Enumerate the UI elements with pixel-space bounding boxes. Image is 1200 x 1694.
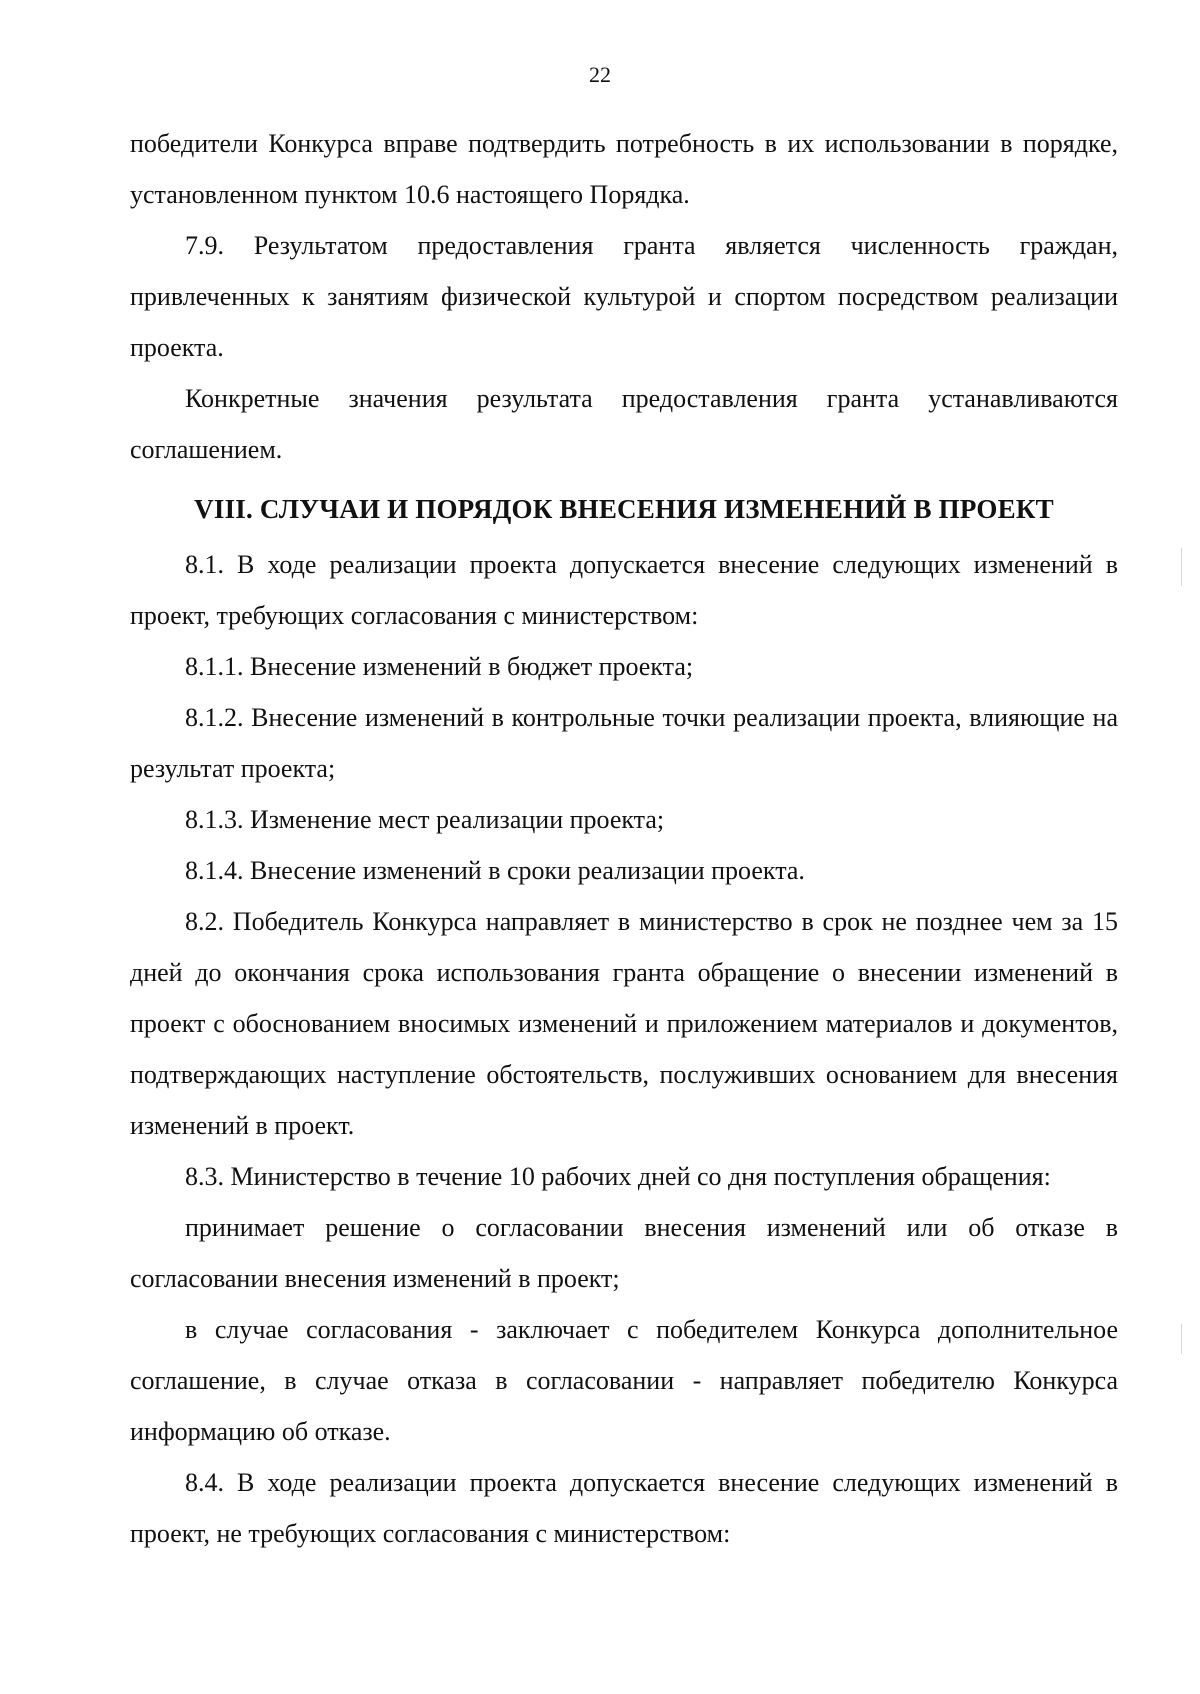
page-number: 22 [589,62,611,87]
paragraph-8-2: 8.2. Победитель Конкурса направляет в министерство в срок не позднее чем за 15 дней до окончания срока использования гранта обращение о внесении изменений в проект с обоснованием вносимых изменений и приложением материалов и документов, подтверждающих наступление обстоятельств, послуживших основанием для внесения изменений в проект. [130,907,1118,1140]
paragraph-continuation: победители Конкурса вправе подтвердить потребность в их использовании в порядке, установленном пунктом 10.6 настоящего Порядка. [130,129,1118,209]
paragraph-8-4: 8.4. В ходе реализации проекта допускается внесение следующих изменений в проект, не требующих согласования с министерством: [130,1468,1118,1548]
document-body [130,118,1118,1559]
scan-edge-mark [1181,548,1182,586]
paragraph-8-1-3: 8.1.3. Изменение мест реализации проекта; [185,805,665,834]
section-heading: VIII. СЛУЧАИ И ПОРЯДОК ВНЕСЕНИЯ ИЗМЕНЕНИЙ В ПРОЕКТ [194,494,1054,524]
paragraph-8-1: 8.1. В ходе реализации проекта допускается внесение следующих изменений в проект, требующих согласования с министерством: [130,550,1118,630]
paragraph-8-3: 8.3. Министерство в течение 10 рабочих дней со дня поступления обращения: [185,1162,1051,1191]
paragraph-8-3-decision: принимает решение о согласовании внесения изменений или об отказе в согласовании внесения изменений в проект; [130,1213,1118,1293]
paragraph-8-3-agreement: в случае согласования - заключает с победителем Конкурса дополнительное соглашение, в случае отказа в согласовании - направляет победителю Конкурса информацию об отказе. [130,1315,1118,1446]
paragraph-8-1-2: 8.1.2. Внесение изменений в контрольные точки реализации проекта, влияющие на результат проекта; [130,703,1118,783]
paragraph-8-1-4: 8.1.4. Внесение изменений в сроки реализации проекта. [185,856,805,885]
paragraph-7-9: 7.9. Результатом предоставления гранта является численность граждан, привлеченных к занятиям физической культурой и спортом посредством реализации проекта. [130,231,1118,362]
paragraph-result-values: Конкретные значения результата предоставления гранта устанавливаются соглашением. [130,384,1118,464]
scan-edge-mark [1181,1324,1182,1354]
paragraph-8-1-1: 8.1.1. Внесение изменений в бюджет проекта; [185,652,694,681]
